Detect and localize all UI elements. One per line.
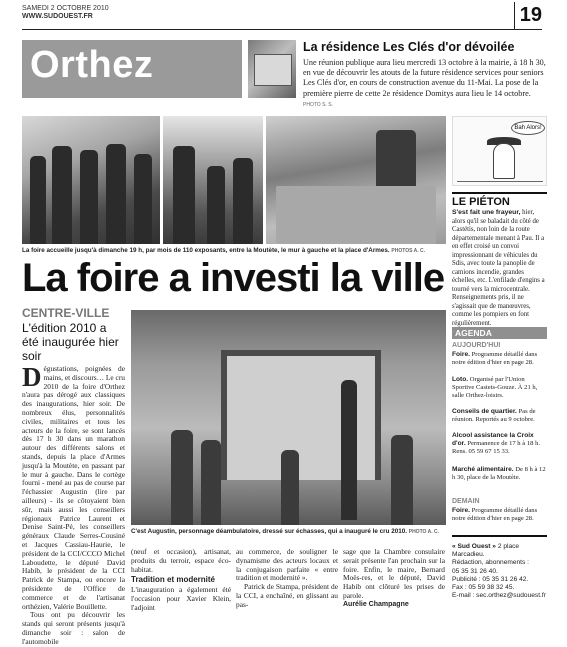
pieton-cartoon: [452, 116, 547, 186]
section-title: Orthez: [30, 44, 154, 86]
contact-ad-phone: Publicité : 05 35 31 26 42.: [452, 575, 529, 583]
contact-email[interactable]: E-mail : sec.orthez@sudouest.fr: [452, 592, 546, 600]
section-banner: [22, 40, 242, 98]
inauguration-photo: [22, 116, 160, 244]
market-stall-photo: [266, 116, 446, 244]
pieton-text: hier, alors qu'il se baladait du côté de Castétis, non loin de la route départementale menant à Pau. Il a en effet croisé un convoi impressionnant de véhicules du Sdis, avec toute la panoplie de camions incendie, grandes échelles, etc. L'enfilade d'engins a tourné vers la microcentrale. Renseignements pris, il ne s'agissait que de manœuvres, comme les pompiers en font régulièrement.: [452, 209, 545, 327]
residence-title: La résidence Les Clés d'or dévoilée: [303, 40, 515, 54]
page-number: 19: [514, 2, 542, 29]
cartoon-walker-icon: [493, 143, 515, 179]
column-1-text: égustations, poignées de mains, et discours… Le cru 2010 de la foire d'Orthez n'aura pas dérogé aux classiques des inaugurations, hier soir. De nombreux élus, personnalités civiles, militaires et tous les acteurs de la foire, se sont lancés dès 17 h 30 dans un marathon autour des différents salons et stands, depuis la place d'Armes jusqu'à la Moutète, en passant par le mur à gauche. Dans le cortège fourni - mené au pas de course par l'échassier Augustin (lire par ailleurs) - ils se côtoyaient bien sûr, mais aussi les conseillers régionaux Patrice Laurent et Denise Saint-Pé, les conseillers généraux Claude Serres-Cousiné et Jacques Cassiau-Haurie, le président de la CCI/CCCO Michel Laboudette, le député David Habib, le président de la CCI Patrick de Stampa, ou encore la présidente de l'Office de commerce et de l'artisanat orthézien, Valérie Bouillette.: [22, 364, 125, 611]
residence-text: Une réunion publique aura lieu mercredi 13 octobre à la mairie, à 18 h 30, en vue de découvrir les atouts de la future résidence services pour seniors Les Clés d'or, en cours de construction avenue du 11-Mai. La pose de la première pierre de cette 2e résidence Domitys aura lieu le 14 octobre.: [303, 58, 546, 98]
contact-address: 2 place Marcadieu.: [452, 543, 520, 559]
cartoon-speech-bubble: Bah Alors!: [511, 121, 545, 135]
contact-box: [452, 535, 547, 600]
main-headline: La foire a investi la ville: [22, 256, 445, 300]
column-2-subtitle: Tradition et modernité: [131, 575, 216, 585]
contact-phone: 05 35 31 26 40.: [452, 567, 498, 575]
pieton-body: [452, 209, 547, 328]
agenda-item: Foire. Programme détaillé dans notre édition d'hier en page 28.: [452, 507, 538, 522]
article-column-2: [131, 548, 231, 613]
article-column-4: [343, 548, 445, 610]
main-caption-text: C'est Augustin, personnage déambulatoire, dressé sur échasses, qui a inauguré le cru 2010.: [131, 528, 407, 535]
issue-date: SAMEDI 2 OCTOBRE 2010: [22, 5, 109, 12]
pieton-title: LE PIÉTON: [452, 192, 547, 208]
agenda-item: Loto. Organisé par l'Union Sportive Castets-Gouze. À 21 h, salle Orthez-loisirs.: [452, 376, 538, 399]
cartoon-ground: [457, 181, 543, 182]
column-1-text-b: Tous ont pu découvrir les stands qui seront présents jusqu'à dimanche soir : salon de l'automobile: [22, 610, 125, 646]
contact-fax: Fax : 05 59 38 32 45.: [452, 584, 515, 592]
article-author: Aurélie Champagne: [343, 600, 409, 608]
agenda-title: AGENDA: [452, 327, 547, 339]
agenda-today-label: AUJOURD'HUI: [452, 342, 501, 349]
main-photo-augustin: [131, 310, 446, 525]
visitors-photo: [163, 116, 263, 244]
article-kicker: CENTRE-VILLE: [22, 306, 110, 320]
drop-cap: D: [22, 362, 42, 392]
residence-photo: [248, 40, 296, 98]
main-caption-credit: PHOTO A. C.: [408, 529, 440, 535]
column-3-text-b: Patrick de Stampa, président de la CCI, a enchaîné, en glissant au pas-: [236, 582, 338, 609]
residence-body: [303, 58, 547, 110]
page-header: [22, 2, 542, 30]
pieton-lead: S'est fait une frayeur,: [452, 209, 521, 216]
article-column-1: [22, 362, 125, 647]
main-photo-caption: [131, 528, 446, 535]
article-subhead: L'édition 2010 a été inaugurée hier soir: [22, 321, 119, 363]
contact-brand: « Sud Ouest »: [452, 543, 496, 550]
agenda-item: Marché alimentaire. De 8 h à 12 h 30, place de la Moutète.: [452, 466, 546, 481]
column-2-text: (neuf et occasion), artisanat, produits du terroir, espace éco-habitat.: [131, 547, 231, 574]
contact-line: Rédaction, abonnements :: [452, 559, 529, 567]
top-caption-text: La foire accueille jusqu'à dimanche 19 h, par mois de 110 exposants, entre la Moutète, le mur à gauche et la place d'Armes.: [22, 247, 390, 254]
article-column-3: [236, 548, 338, 610]
column-2-text-b: L'inauguration a également été l'occasion pour Xavier Klein, l'adjoint: [131, 585, 231, 612]
contact-header: [452, 543, 547, 559]
residence-credit: PHOTO S. S.: [303, 101, 333, 108]
column-4-text: sage que la Chambre consulaire serait présente l'an prochain sur la foire. Enfin, le maire, Bernard Moës-res, et le député, David Habib ont clôturé les prises de parole.: [343, 547, 445, 600]
top-photos-caption: [22, 247, 452, 254]
agenda-item: Conseils de quartier. Pas de réunion. Reportés au 9 octobre.: [452, 408, 536, 423]
site-url[interactable]: WWW.SUDOUEST.FR: [22, 13, 93, 20]
agenda-item: Foire. Programme détaillé dans notre édition d'hier en page 28.: [452, 351, 538, 366]
top-caption-credit: PHOTOS A. C.: [391, 248, 426, 254]
column-3-text: au commerce, de souligner le dynamisme des acteurs locaux et la conjugaison parfaite « entre tradition et modernité ».: [236, 547, 338, 583]
agenda-tomorrow-label: DEMAIN: [452, 498, 480, 505]
agenda-item: Alcool assistance la Croix d'or. Permanence de 17 h à 18 h. Rens. 05 59 67 15 33.: [452, 432, 541, 455]
